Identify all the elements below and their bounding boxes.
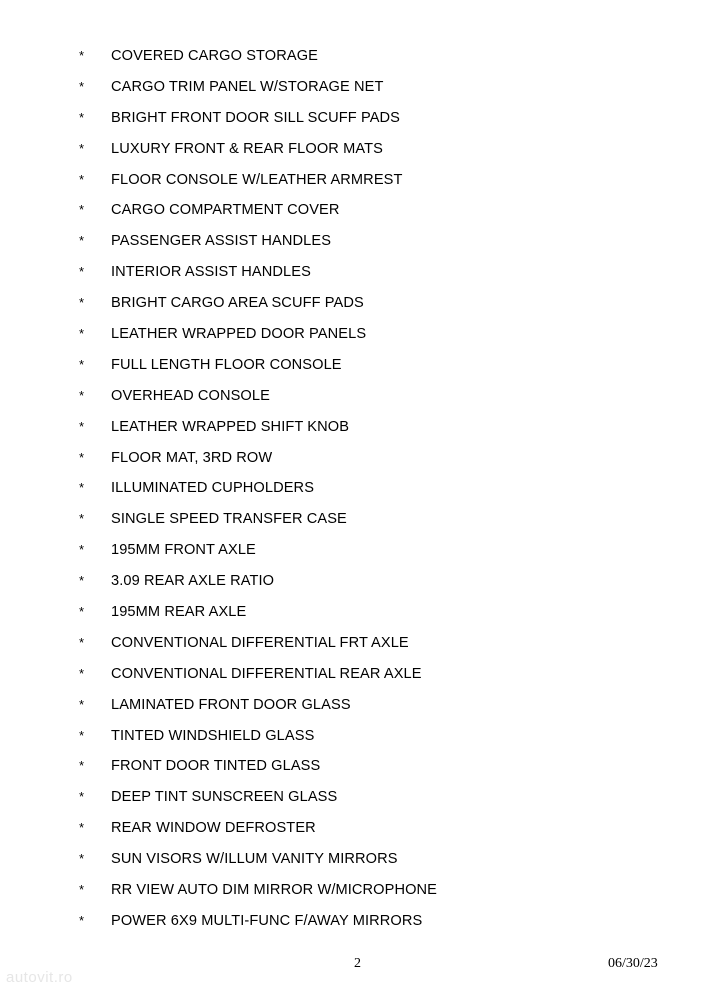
- feature-text: FULL LENGTH FLOOR CONSOLE: [111, 356, 342, 373]
- bullet-icon: *: [79, 604, 85, 620]
- bullet-icon: *: [79, 202, 85, 218]
- bullet-icon: *: [79, 727, 85, 743]
- list-item: [0, 601, 706, 632]
- bullet-icon: *: [79, 295, 85, 311]
- feature-list: [0, 45, 706, 941]
- bullet-icon: *: [79, 264, 85, 280]
- bullet-icon: *: [79, 233, 85, 249]
- list-item: [0, 107, 706, 138]
- list-item: [0, 848, 706, 879]
- bullet-icon: *: [79, 356, 85, 372]
- bullet-icon: *: [79, 696, 85, 712]
- feature-text: COVERED CARGO STORAGE: [111, 48, 318, 64]
- list-item: [0, 632, 706, 663]
- list-item: [0, 323, 706, 354]
- list-item: [0, 663, 706, 694]
- list-item: [0, 169, 706, 200]
- bullet-icon: *: [79, 542, 85, 558]
- feature-text: FLOOR CONSOLE W/LEATHER ARMREST: [111, 171, 403, 188]
- list-item: [0, 261, 706, 292]
- feature-text: RR VIEW AUTO DIM MIRROR W/MICROPHONE: [111, 882, 438, 899]
- feature-text: 195MM REAR AXLE: [111, 604, 247, 621]
- feature-text: REAR WINDOW DEFROSTER: [111, 820, 316, 837]
- feature-text: BRIGHT CARGO AREA SCUFF PADS: [111, 295, 364, 312]
- bullet-icon: *: [79, 418, 85, 434]
- list-item: [0, 879, 706, 910]
- bullet-icon: *: [79, 758, 85, 774]
- feature-text: LUXURY FRONT & REAR FLOOR MATS: [111, 140, 383, 157]
- list-item: [0, 725, 706, 756]
- bullet-icon: *: [79, 171, 85, 187]
- bullet-icon: *: [79, 387, 85, 403]
- list-item: [0, 292, 706, 323]
- watermark: autovit.ro: [6, 969, 73, 986]
- feature-text: LEATHER WRAPPED SHIFT KNOB: [111, 418, 350, 435]
- list-item: [0, 138, 706, 169]
- list-item: [0, 786, 706, 817]
- bullet-icon: *: [79, 882, 85, 898]
- feature-text: CONVENTIONAL DIFFERENTIAL REAR AXLE: [111, 665, 422, 682]
- feature-text: SINGLE SPEED TRANSFER CASE: [111, 511, 347, 528]
- feature-text: LEATHER WRAPPED DOOR PANELS: [111, 326, 367, 343]
- feature-text: CARGO COMPARTMENT COVER: [111, 202, 340, 219]
- list-item: [0, 230, 706, 261]
- list-item: [0, 508, 706, 539]
- feature-text: CARGO TRIM PANEL W/STORAGE NET: [111, 78, 384, 95]
- feature-text: INTERIOR ASSIST HANDLES: [111, 264, 311, 281]
- page-number: 2: [354, 956, 361, 971]
- list-item: [0, 570, 706, 601]
- bullet-icon: *: [79, 449, 85, 465]
- list-item: [0, 910, 706, 941]
- feature-text: ILLUMINATED CUPHOLDERS: [111, 480, 315, 497]
- feature-text: DEEP TINT SUNSCREEN GLASS: [111, 789, 338, 806]
- bullet-icon: *: [79, 511, 85, 527]
- list-item: [0, 45, 706, 76]
- feature-text: FRONT DOOR TINTED GLASS: [111, 758, 321, 775]
- bullet-icon: *: [79, 48, 85, 63]
- bullet-icon: *: [79, 820, 85, 836]
- feature-text: FLOOR MAT, 3RD ROW: [111, 449, 273, 466]
- bullet-icon: *: [79, 326, 85, 342]
- bullet-icon: *: [79, 789, 85, 805]
- feature-text: 195MM FRONT AXLE: [111, 542, 256, 559]
- list-item: [0, 385, 706, 416]
- feature-text: SUN VISORS W/ILLUM VANITY MIRRORS: [111, 851, 398, 868]
- feature-text: BRIGHT FRONT DOOR SILL SCUFF PADS: [111, 109, 400, 126]
- bullet-icon: *: [79, 665, 85, 681]
- list-item: [0, 416, 706, 447]
- bullet-icon: *: [79, 140, 85, 156]
- feature-text: TINTED WINDSHIELD GLASS: [111, 727, 315, 744]
- feature-text: POWER 6X9 MULTI-FUNC F/AWAY MIRRORS: [111, 912, 423, 929]
- feature-text: 3.09 REAR AXLE RATIO: [111, 573, 275, 590]
- list-item: [0, 354, 706, 385]
- feature-text: PASSENGER ASSIST HANDLES: [111, 233, 332, 250]
- bullet-icon: *: [79, 851, 85, 867]
- bullet-icon: *: [79, 480, 85, 496]
- list-item: [0, 817, 706, 848]
- list-item: [0, 694, 706, 725]
- list-item: [0, 755, 706, 786]
- bullet-icon: *: [79, 573, 85, 589]
- feature-text: CONVENTIONAL DIFFERENTIAL FRT AXLE: [111, 634, 409, 651]
- list-item: [0, 447, 706, 478]
- feature-text: OVERHEAD CONSOLE: [111, 387, 270, 404]
- footer-date: 06/30/23: [608, 956, 658, 971]
- list-item: [0, 477, 706, 508]
- bullet-icon: *: [79, 109, 85, 125]
- list-item: [0, 539, 706, 570]
- list-item: [0, 76, 706, 107]
- bullet-icon: *: [79, 634, 85, 650]
- list-item: [0, 199, 706, 230]
- bullet-icon: *: [79, 912, 85, 928]
- bullet-icon: *: [79, 78, 85, 94]
- feature-text: LAMINATED FRONT DOOR GLASS: [111, 696, 351, 713]
